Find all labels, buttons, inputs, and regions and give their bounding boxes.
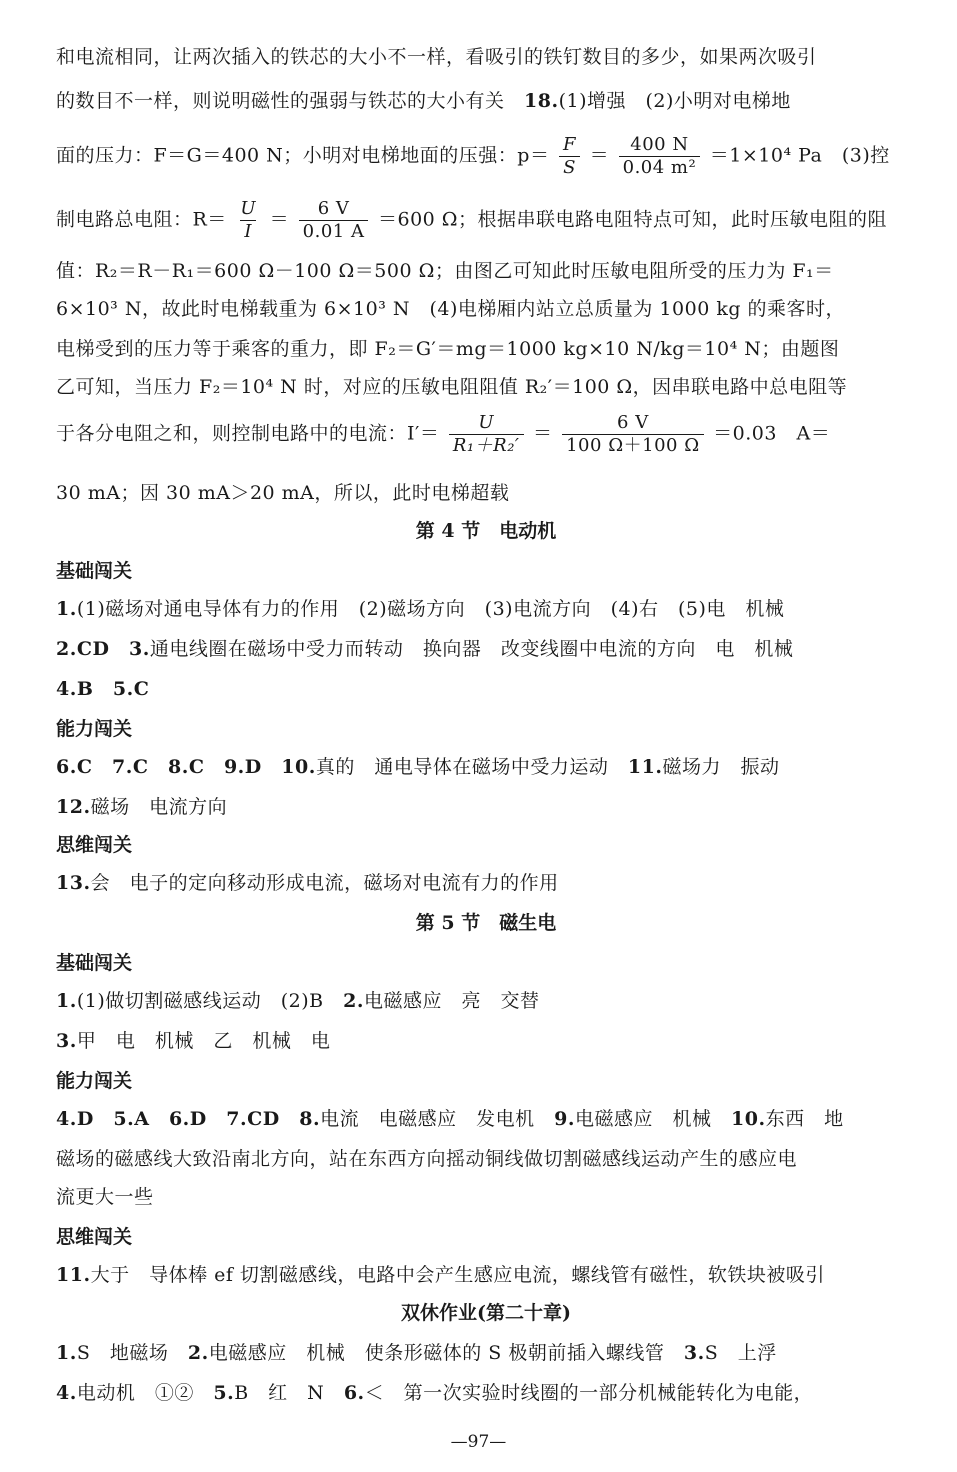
section-title: 第 5 节 磁生电 xyxy=(415,912,557,934)
fraction: $\frac{F}{S}$ xyxy=(559,134,580,179)
text-line: 的数目不一样，则说明磁性的强弱与铁芯的大小有关 18.(1)增强 (2)小明对电梯地 xyxy=(56,90,791,112)
answer-line: 6.C 7.C 8.C 9.D 10.真的 通电导体在磁场中受力运动 11.磁场力 振动 xyxy=(56,756,780,778)
text-line: 值：R₂＝R－R₁＝600 Ω－100 Ω＝500 Ω；由图乙可知此时压敏电阻所受的压力为 F₁＝ xyxy=(56,260,834,282)
formula-line: 于各分电阻之和，则控制电路中的电流：I′＝ $\frac{U}{\text{R₁＋R₂′}}$ ＝ $\frac{6 V}{100 \Omega+100 \Omega}$ ＝0.03 A＝ xyxy=(56,412,831,456)
answer-line: 2.CD 3.通电线圈在磁场中受力而转动 换向器 改变线圈中电流的方向 电 机械 xyxy=(56,638,794,660)
text-line: 和电流相同，让两次插入的铁芯的大小不一样，看吸引的铁钉数目的多少，如果两次吸引 xyxy=(56,46,817,68)
answer-line: 1.S 地磁场 2.电磁感应 机械 使条形磁体的 S 极朝前插入螺线管 3.S 上浮 xyxy=(56,1342,777,1364)
subsection-heading: 能力闯关 xyxy=(56,1070,133,1092)
text-line: 电梯受到的压力等于乘客的重力，即 F₂＝G′＝mg＝1000 kg×10 N/kg＝10⁴ N；由题图 xyxy=(56,338,840,360)
subsection-heading: 思维闯关 xyxy=(56,1226,133,1248)
text-line: 乙可知，当压力 F₂＝10⁴ N 时，对应的压敏电阻阻值 R₂′＝100 Ω，因串联电路中总电阻等 xyxy=(56,376,848,398)
subsection-heading: 思维闯关 xyxy=(56,834,133,856)
subsection-heading: 基础闯关 xyxy=(56,952,133,974)
page-number: —97— xyxy=(450,1432,507,1452)
answer-line: 4.B 5.C xyxy=(56,678,150,700)
fraction: $\frac{6 V}{100 \Omega+100 \Omega}$ xyxy=(562,412,704,457)
answer-line: 磁场的磁感线大致沿南北方向，站在东西方向摇动铜线做切割磁感线运动产生的感应电 xyxy=(56,1148,798,1170)
fraction: $\frac{400 N}{\text{0.04 m²}}$ xyxy=(619,134,701,179)
answer-line: 12.磁场 电流方向 xyxy=(56,796,228,818)
fraction: $\frac{U}{I}$ xyxy=(240,198,257,242)
answer-line: 1.(1)磁场对通电导体有力的作用 (2)磁场方向 (3)电流方向 (4)右 (5)电 机械 xyxy=(56,598,785,620)
answer-line: 4.电动机 ①② 5.B 红 N 6.＜ 第一次实验时线圈的一部分机械能转化为电能， xyxy=(56,1382,814,1404)
answer-line: 流更大一些 xyxy=(56,1186,154,1208)
subsection-heading: 基础闯关 xyxy=(56,560,133,582)
text-line: 30 mA；因 30 mA＞20 mA，所以，此时电梯超载 xyxy=(56,482,510,504)
answer-line: 4.D 5.A 6.D 7.CD 8.电流 电磁感应 发电机 9.电磁感应 机械 10.东西 地 xyxy=(56,1108,844,1130)
answer-line: 3.甲 电 机械 乙 机械 电 xyxy=(56,1030,331,1052)
answer-line: 13.会 电子的定向移动形成电流，磁场对电流有力的作用 xyxy=(56,872,559,894)
section-title: 第 4 节 电动机 xyxy=(415,520,557,542)
text-line: 6×10³ N，故此时电梯载重为 6×10³ N (4)电梯厢内站立总质量为 1000 kg 的乘客时， xyxy=(56,298,846,320)
fraction: $\frac{U}{\text{R₁＋R₂′}}$ xyxy=(449,412,524,457)
answer-line: 1.(1)做切割磁感线运动 (2)B 2.电磁感应 亮 交替 xyxy=(56,990,540,1012)
subsection-heading: 能力闯关 xyxy=(56,718,133,740)
formula-line: 面的压力：F＝G＝400 N；小明对电梯地面的压强：p＝ $\frac{F}{S}$ ＝ $\frac{400 N}{\text{0.04 m²}}$ ＝1×10⁴ Pa (3)控 xyxy=(56,134,890,178)
section-title: 双休作业(第二十章) xyxy=(401,1302,571,1324)
formula-line: 制电路总电阻：R＝ $\frac{U}{I}$ ＝ $\frac{6 V}{0.01 A}$ ＝600 Ω；根据串联电路电阻特点可知，此时压敏电阻的阻 xyxy=(56,198,888,242)
answer-line: 11.大于 导体棒 ef 切割磁感线，电路中会产生感应电流，螺线管有磁性，软铁块被吸引 xyxy=(56,1264,825,1286)
fraction: $\frac{6 V}{0.01 A}$ xyxy=(299,198,369,243)
